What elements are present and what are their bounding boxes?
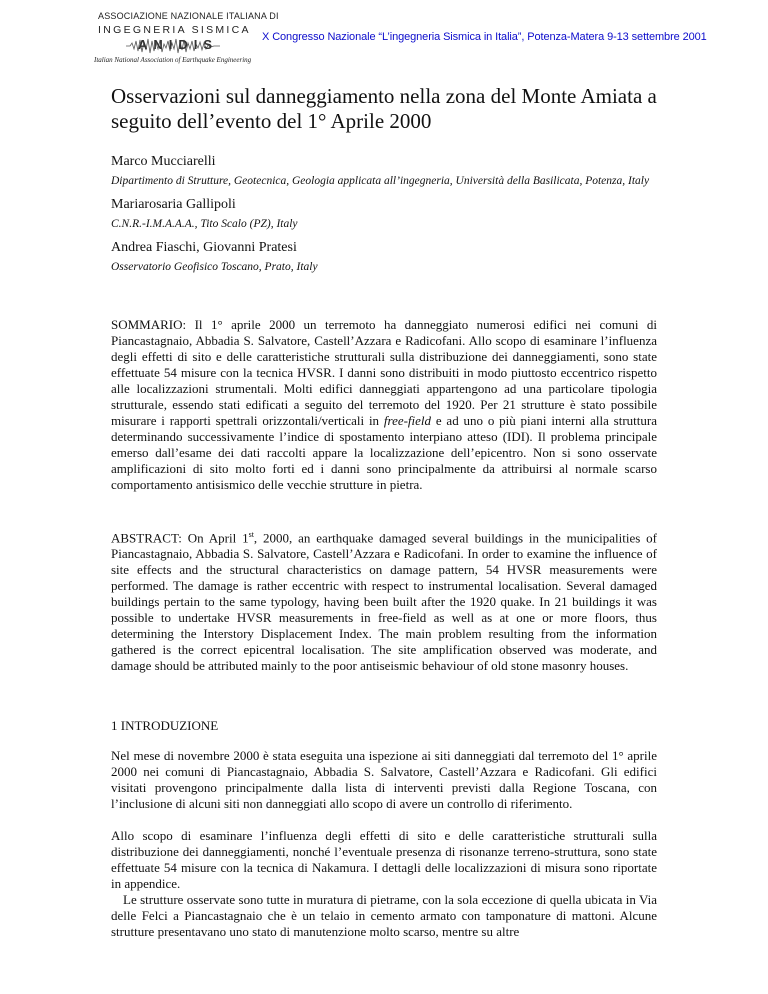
author-affiliation: C.N.R.-I.M.A.A.A., Tito Scalo (PZ), Italy <box>111 218 298 230</box>
sommario-paragraph: SOMMARIO: Il 1° aprile 2000 un terremoto ha danneggiato numerosi edifici nei comuni di Piancastagnaio, Abbadia S. Salvatore, Castell’Azzara e Radicofani. Allo scopo di esaminare l’influenza degli effetti di sito e delle caratteristiche strutturali sulla distribuzione dei danneggiamenti, sono state effettuate 54 misure con la tecnica HVSR. I danni sono distribuiti in modo piuttosto eccentrico rispetto alle localizzazioni strumentali. Molti edifici danneggiati appartengono ad una particolare tipologia strutturale, essendo stati edificati a seguito del terremoto del 1920. Per 21 strutture è stato possibile misurare i rapporti spettrali orizzontali/verticali in free-field e ad uno o più piani interni alla struttura determinando successivamente l’indice di spostamento interpiano atteso (IDI). Il problema principale emerso dall’esame dei dati raccolti appare la localizzazione dell’epicentro. Non si sono osservate amplificazioni di sito molto forti ed i danni sono principalmente da attribuirsi al normale scarso comportamento antisismico delle vecchie strutture in pietra. <box>111 317 657 492</box>
section-heading: 1 INTRODUZIONE <box>111 718 219 733</box>
paper-title: Osservazioni sul danneggiamento nella zona del Monte Amiata a seguito dell’evento del 1° Aprile 2000 <box>111 84 657 133</box>
free-field-term: free-field <box>383 413 432 428</box>
association-logo <box>90 10 279 66</box>
author-name: Mariarosaria Gallipoli <box>111 197 236 212</box>
conference-header: X Congresso Nazionale “L’ingegneria Sismica in Italia”, Potenza-Matera 9-13 settembre 2001 <box>262 31 707 43</box>
author-affiliation: Osservatorio Geofisico Toscano, Prato, Italy <box>111 261 318 273</box>
logo-association-name: ASSOCIAZIONE NAZIONALE ITALIANA DI <box>98 11 279 21</box>
author-name: Marco Mucciarelli <box>111 154 216 169</box>
logo-english-name: Italian National Association of Earthquake Engineering <box>94 56 252 64</box>
author-name: Andrea Fiaschi, Giovanni Pratesi <box>111 240 297 255</box>
body-paragraph: Le strutture osservate sono tutte in muratura di pietrame, con la sola eccezione di quella ubicata in Via delle Felci a Piancastagnaio che è un telaio in cemento armato con tamponature di mattoni. Alcune strutture presentavano uno stato di manutenzione molto scarso, mentre su altre <box>111 892 657 939</box>
logo-subtitle: INGEGNERIA SISMICA <box>98 24 251 36</box>
author-affiliation: Dipartimento di Strutture, Geotecnica, Geologia applicata all’ingegneria, Università della Basilicata, Potenza, Italy <box>111 175 650 187</box>
abstract-paragraph: ABSTRACT: On April 1st, 2000, an earthquake damaged several buildings in the municipalities of Piancastagnaio, Abbadia S. Salvatore, Castell’Azzara e Radicofani. In order to examine the influence of site effects and the structural characteristics on damage pattern, 54 HVSR measurements were performed. The damage is rather eccentric with respect to instrumental localisation. Several damaged buildings pertain to the same typology, having been built after the 1920 quake. In 21 buildings it was possible to undertake HVSR measurements in free-field as well as at one or more floors, thus determining the Interstory Displacement Index. The main problem resulting from the information gathered is the correct epicentral localisation. The site amplification observed was moderate, and damage should be attributed mainly to the poor antiseismic behaviour of old stone masonry houses. <box>111 530 657 674</box>
logo-acronym: ANIDIS <box>138 37 219 52</box>
body-paragraph: Allo scopo di esaminare l’influenza degli effetti di sito e delle caratteristiche strutturali sulla distribuzione dei danneggiamenti, nonché l’eventuale presenza di risonanze terreno-struttura, sono state effettuate 54 misure con la tecnica di Nakamura. I dettagli delle localizzazioni di misura sono riportate in appendice. <box>111 828 657 891</box>
body-paragraph: Nel mese di novembre 2000 è stata eseguita una ispezione ai siti danneggiati dal terremoto del 1° aprile 2000 nei comuni di Piancastagnaio, Abbadia S. Salvatore, Castell’Azzara e Radicofani. Gli edifici visitati provengono principalmente dalla lista di interventi previsti dalla Regione Toscana, con l’inclusione di alcuni siti non danneggiati allo scopo di avere un controllo di riferimento. <box>111 748 657 811</box>
